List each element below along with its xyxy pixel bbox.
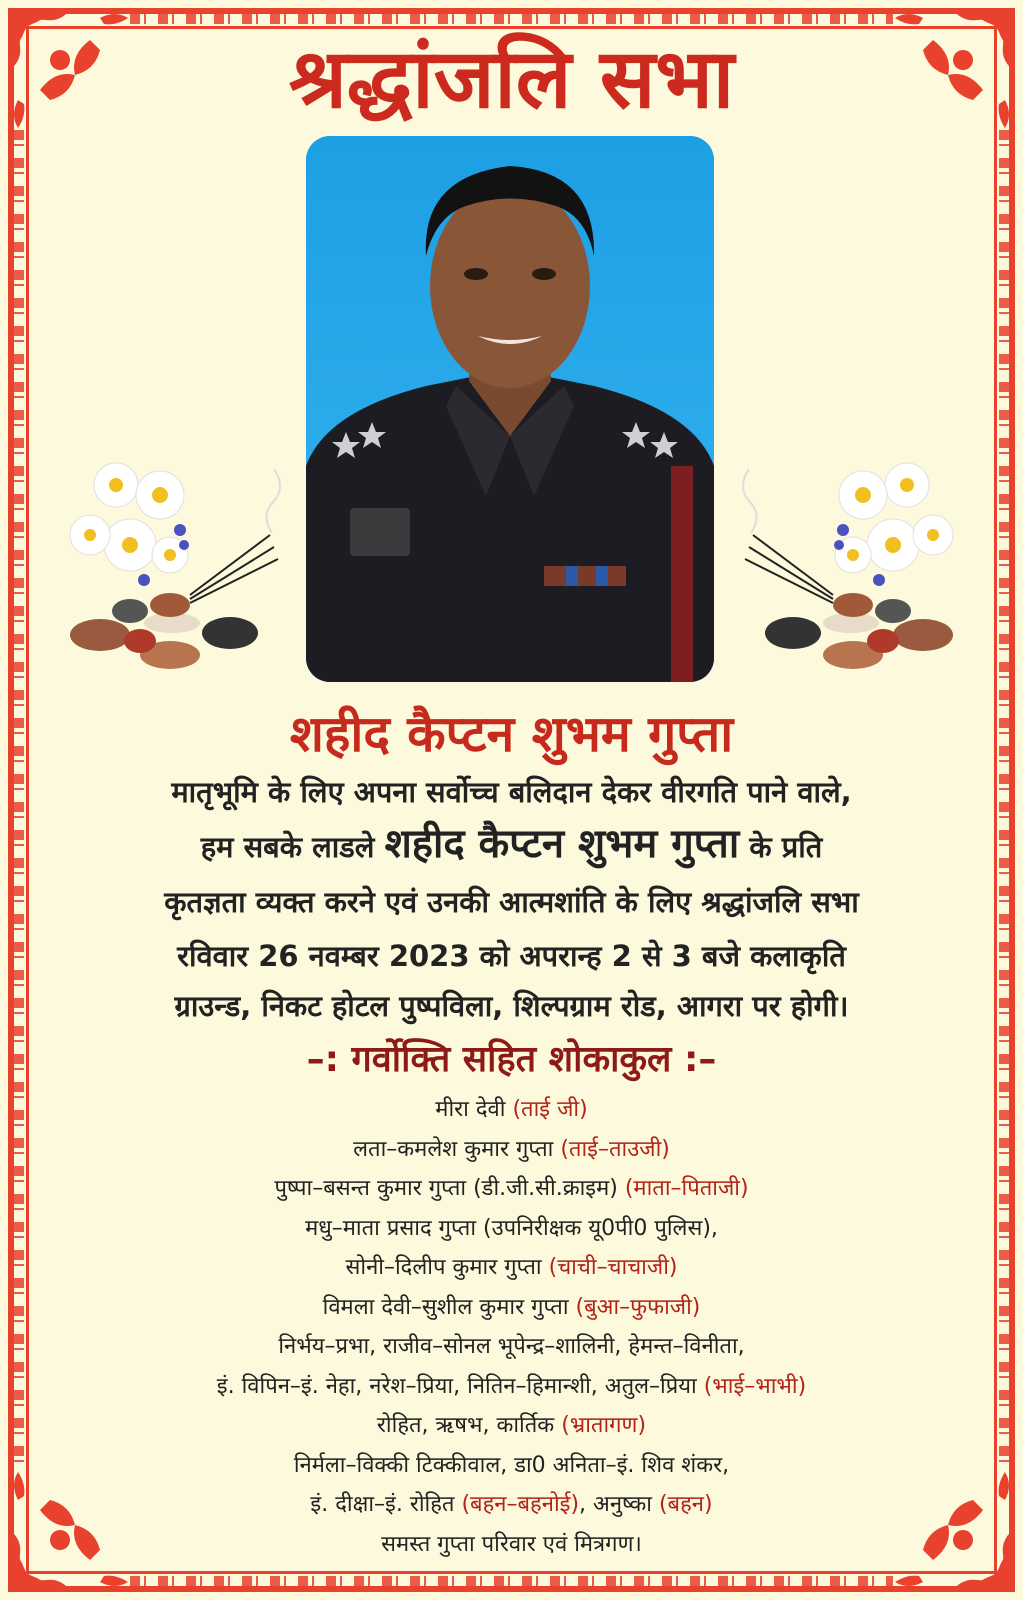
mourner-relation: (बुआ–फुफाजी) xyxy=(575,1294,701,1320)
mourner-names: मीरा देवी xyxy=(435,1097,513,1122)
list-item xyxy=(40,1130,983,1170)
mourner-names: पुष्पा–बसन्त कुमार गुप्ता (डी.जी.सी.क्राइम) xyxy=(274,1176,625,1201)
mourner-relation: (ताई जी) xyxy=(512,1097,588,1122)
portrait-photo xyxy=(306,136,714,682)
mourner-relation: (बहन) xyxy=(658,1492,713,1517)
list-item xyxy=(40,1169,983,1209)
martyr-name: शहीद कैप्टन शुभम गुप्ता xyxy=(289,704,734,763)
flower-bouquet-icon xyxy=(60,455,290,685)
mourner-relation: (ताई–ताउजी) xyxy=(560,1136,670,1162)
list-item xyxy=(40,1090,983,1130)
message-line-2-name: शहीद कैप्टन शुभम गुप्ता xyxy=(384,820,740,867)
mourners-list xyxy=(40,1090,983,1564)
mourners-heading: –: गर्वोक्ति सहित शोकाकुल :– xyxy=(306,1039,717,1080)
mourner-names: निर्मला–विक्की टिक्कीवाल, डा0 अनिता–इं. शिव शंकर, xyxy=(293,1452,730,1478)
list-item xyxy=(40,1406,983,1446)
incense-stick-icon xyxy=(743,469,833,603)
mourner-names: निर्भय–प्रभा, राजीव–सोनल भूपेन्द्र–शालिनी, हेमन्त–विनीता, xyxy=(278,1334,745,1359)
list-item xyxy=(40,1288,983,1328)
mourner-relation: (माता–पिताजी) xyxy=(624,1176,749,1201)
message-line-2-suffix: के प्रति xyxy=(739,830,823,864)
border-pattern-top xyxy=(130,14,893,24)
border-pattern-left xyxy=(14,130,24,1470)
incense-stick-icon xyxy=(190,469,280,603)
message-line-4: रविवार 26 नवम्बर 2023 को अपरान्ह 2 से 3 बजे कलाकृति xyxy=(177,939,846,973)
mourner-names: इं. दीक्षा–इं. रोहित xyxy=(310,1492,462,1517)
mourner-names: रोहित, ऋषभ, कार्तिक xyxy=(376,1413,562,1438)
border-pattern-bottom xyxy=(130,1576,893,1586)
list-item xyxy=(40,1209,983,1249)
pebbles-icon xyxy=(765,593,953,669)
message-line-5: ग्राउन्ड, निकट होटल पुष्पविला, शिल्पग्राम रोड, आगरा पर होगी। xyxy=(174,989,849,1023)
list-item xyxy=(40,1525,983,1565)
list-item xyxy=(40,1367,983,1407)
mourner-relation: (भाई–भाभी) xyxy=(703,1373,807,1399)
list-item xyxy=(40,1248,983,1288)
mourner-names: इं. विपिन–इं. नेहा, नरेश–प्रिया, नितिन–हिमान्शी, अतुल–प्रिया xyxy=(216,1373,704,1399)
message-line-2-prefix: हम सबके लाडले xyxy=(200,830,385,864)
border-pattern-right xyxy=(999,130,1009,1470)
mourner-relation: (चाची–चाचाजी) xyxy=(548,1255,678,1280)
mourner-names: सोनी–दिलीप कुमार गुप्ता xyxy=(345,1255,549,1280)
mourner-relation: (बहन–बहनोई) xyxy=(461,1492,580,1517)
list-item xyxy=(40,1485,983,1525)
message-line-1: मातृभूमि के लिए अपना सर्वोच्च बलिदान देकर वीरगति पाने वाले, xyxy=(171,775,852,809)
mourner-names: , अनुष्का xyxy=(579,1492,659,1517)
soldier-portrait-image xyxy=(306,136,714,682)
message-line-3: कृतज्ञता व्यक्त करने एवं उनकी आत्मशांति के लिए श्रद्धांजलि सभा xyxy=(164,885,859,919)
mourner-names: समस्त गुप्ता परिवार एवं मित्रगण। xyxy=(381,1531,642,1557)
message-line-2 xyxy=(40,818,983,873)
mourner-relation: (भ्रातागण) xyxy=(561,1413,647,1438)
mourner-names: लता–कमलेश कुमार गुप्ता xyxy=(353,1136,561,1162)
pebbles-icon xyxy=(70,593,258,669)
flower-bouquet-icon xyxy=(733,455,963,685)
list-item xyxy=(40,1327,983,1367)
mourner-names: मधु–माता प्रसाद गुप्ता (उपनिरीक्षक यू0पी0 पुलिस), xyxy=(305,1215,718,1241)
list-item xyxy=(40,1446,983,1486)
mourner-names: विमला देवी–सुशील कुमार गुप्ता xyxy=(322,1294,576,1320)
page-title: श्रद्धांजलि सभा xyxy=(288,32,735,127)
